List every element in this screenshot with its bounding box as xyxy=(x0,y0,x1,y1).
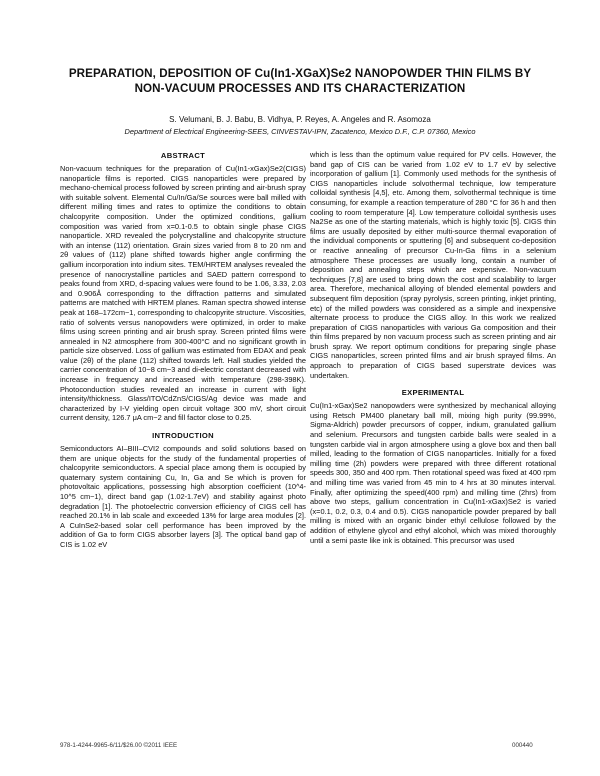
abstract-text: Non-vacuum techniques for the preparation of Cu(In1-xGax)Se2(CIGS) nanoparticle films is reported. CIGS nanoparticles were prepared by mechano-chemical process followed by screen printing and air-brush spray with suitable solvent. Elemental Cu/In/Ga/Se sources were ball milled with different milling times and rates to optimize the conditions to obtain chalcopyrite composition. Under the optimized conditions, gallium composition was varied from x=0.1-0.5 to obtain single phase CIGS nanoparticle. XRD revealed the polycrystalline and chalcopyrite structure with an intense (112) orientation. Grain sizes varied from 8 to 20 nm and 2θ values of (112) plane shifted towards higher angle confirming the gallium incorporation into indium sites. TEM/HRTEM analyses revealed the presence of nanocrystalline particles and SAED pattern correspond to peaks found from XRD, d-spacing values were found to be 1.06, 3.33, 2.03 and 0.906Å corresponding to the diffraction patterns and simulated patterns are matched with HRTEM planes. Raman spectra showed intense peak at 168–172cm−1, corresponding to chalcopyrite structure. Viscosities, ratio of solvents versus nanopowders were optimized, in order to make films using screen printing and air brush spray. Screen printed films were annealed in N2 atmosphere from 300-400°C and no significant growth in particle size observed. Loss of gallium was estimated from EDAX and peak value (2θ) of the plane (112) shifted towards left. Hall studies yielded the carrier concentration of 10−8 cm−3 and di-electric constant decreased with increase in frequency and increased with temperature (298-398K). Photoconduction studies revealed an increase in current with light intensity/thickness. Glass/ITO/CdZnS/CIGS/Ag device was made and characterized by I-V yielding open circuit voltage 300 mV, short circuit current density, 126.7 μA cm−2 and fill factor close to 0.25. xyxy=(60,164,306,423)
experimental-text: Cu(In1-xGax)Se2 nanopowders were synthesized by mechanical alloying using Retsch PM400 planetary ball mill, mixing high purity (99.99%, Sigma-Aldrich) powder precursors of copper, indium, granulated gallium and selenium. Precursors and tungsten carbide balls were sealed in a tungsten carbide vial in argon atmosphere using a glove box and then ball milled, leading to the formation of CIGS nanoparticles. Initially for a fixed milling time (2h) powders were prepared with three different rotational speeds 300, 350 and 400 rpm. Then rotational speed was fixed at 400 rpm and milling time was varied from 45 min to 4 hrs at 30 minutes interval. Finally, after optimizing the speed(400 rpm) and milling time (2hrs) from above two steps, gallium concentration in Cu(In1-xGax)Se2 is varied (x=0.1, 0.2, 0.3, 0.4 and 0.5). CIGS nanoparticle powder prepared by ball milling is mixed with an organic binder ethyl cellulose followed by the addition of ethylene glycol and ethyl alcohol, which was mixed thoroughly until a semi paste like ink is obtained. This precursor was used xyxy=(310,401,556,545)
left-column xyxy=(60,150,306,550)
author-list: S. Velumani, B. J. Babu, B. Vidhya, P. Reyes, A. Angeles and R. Asomoza xyxy=(169,115,431,124)
introduction-continued-text: which is less than the optimum value required for PV cells. However, the band gap of CIS can be varied from 1.02 eV to 1.7 eV by selective incorporation of gallium [1]. Commonly used methods for the synthesis of CIGS nanoparticles include solvothermal technique, low temperature colloidal synthesis [4,5], etc. Among them, solvothermal technique is time consuming, for example a reaction temperature of 280 °C for 36 h and then cooling to room temperature [4]. Low temperature colloidal synthesis uses Na2Se as one of the starting materials, which is highly toxic [5]. CIGS thin films are usually deposited by either multi-source thermal evaporation of the individual components or sputtering [6] and subsequent co-deposition or reactive annealing of precursor Cu-In-Ga films in a selenium atmosphere These processes are usually long, contain a number of deposition and annealing steps which are expensive. Non-vacuum techniques [7,8] are used to bring down the cost and scalability to larger area. Therefore, mechanical alloying of blended elemental powders and subsequent film deposition (spray pyrolysis, screen printing, inkjet printing, etc) of the milled powders was considered as a simple and inexpensive alternate process to produce the CIGS alloy. In this work we realized preparation of CIGS nanoparticles with various Ga composition and their thin films prepared by non vacuum process such as screen printing and air brush spray. We report optimum conditions for preparing single phase CIGS nanoparticles, screen printed films and air brush sprayed films. An approach to preparation of CIGS based superstrate devices was undertaken. xyxy=(310,150,556,380)
introduction-heading: INTRODUCTION xyxy=(152,431,214,441)
abstract-heading: ABSTRACT xyxy=(160,151,206,160)
experimental-heading: EXPERIMENTAL xyxy=(401,388,465,398)
page-number: 000440 xyxy=(512,742,533,749)
affiliation: Department of Electrical Engineering-SEES, CINVESTAV-IPN, Zacatenco, Mexico D.F., C.P. 07360, Mexico xyxy=(124,127,476,136)
title-line-2: NON-VACUUM PROCESSES AND ITS CHARACTERIZATION xyxy=(134,82,466,95)
title-line-1: PREPARATION, DEPOSITION OF Cu(In1-XGaX)Se2 NANOPOWDER THIN FILMS BY xyxy=(68,67,532,80)
copyright-footer: 978-1-4244-9965-6/11/$26.00 ©2011 IEEE xyxy=(60,742,178,749)
paper-title xyxy=(40,66,560,96)
right-column xyxy=(310,150,556,545)
introduction-text: Semiconductors AI–BIII–CVI2 compounds and solid solutions based on them are unique objects for the study of the fundamental properties of chalcopyrite semiconductors. A special place among them is occupied by quaternary system containing Cu, In, Ga and Se which is proven for photovoltaic applications, possessing high absorption coefficient (10^4-10^5 cm−1), direct band gap (1.02-1.7eV) and stability against photo degradation [1]. The photoelectric conversion efficiency of CIGS cell has reached 20.1% in lab scale and exceeded 13% for large area modules [2]. A CuInSe2-based solar cell performance has been improved by the addition of Ga to form CIGS absorber layers [3]. The optical band gap of CIS is 1.02 eV xyxy=(60,444,306,549)
